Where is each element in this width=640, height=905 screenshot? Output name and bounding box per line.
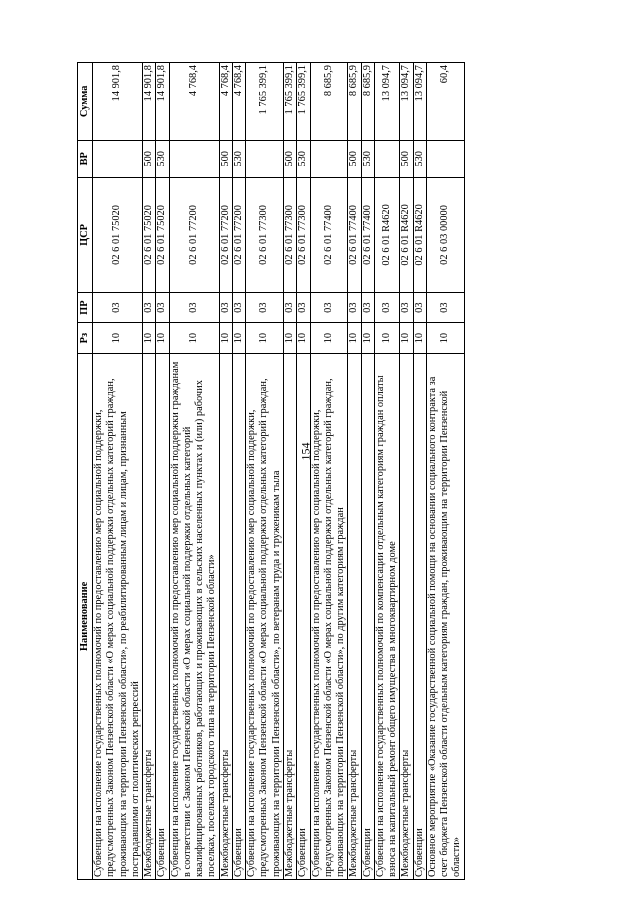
budget-table bbox=[77, 62, 465, 880]
cell-csr: 02 6 01 75020 bbox=[156, 177, 169, 292]
cell-pr: 03 bbox=[156, 292, 169, 322]
table-row bbox=[413, 63, 426, 880]
cell-rz: 10 bbox=[297, 323, 310, 353]
table-row bbox=[246, 63, 284, 880]
table-row bbox=[169, 63, 219, 880]
rotated-table-container bbox=[77, 62, 573, 880]
cell-rz: 10 bbox=[413, 323, 426, 353]
table-row bbox=[232, 63, 245, 880]
cell-vr: 530 bbox=[297, 140, 310, 177]
cell-vr: 530 bbox=[361, 140, 374, 177]
cell-sum: 8 685,9 bbox=[348, 63, 361, 141]
cell-sum: 1 765 399,1 bbox=[297, 63, 310, 141]
table-row bbox=[426, 63, 464, 880]
cell-vr: 530 bbox=[156, 140, 169, 177]
cell-pr: 03 bbox=[232, 292, 245, 322]
table-row bbox=[361, 63, 374, 880]
cell-name: Межбюджетные трансферты bbox=[283, 353, 296, 879]
cell-rz: 10 bbox=[143, 323, 156, 353]
cell-pr: 03 bbox=[219, 292, 232, 322]
cell-csr: 02 6 01 75020 bbox=[143, 177, 156, 292]
cell-sum: 4 768,4 bbox=[232, 63, 245, 141]
cell-pr: 03 bbox=[169, 292, 219, 322]
cell-vr bbox=[426, 140, 464, 177]
cell-name: Субвенции на исполнение государственных полномочий по предоставлению мер социальной поддержки гражданам в соответствии с Законом Пензенской области «О мерах социальной поддержки отдельных категорий квалифицированных работников, работающих и проживающих в сельских населенных пунктах и (или) рабочих поселках, поселках городского типа на территории Пензенской области» bbox=[169, 353, 219, 879]
cell-rz: 10 bbox=[169, 323, 219, 353]
cell-name: Межбюджетные трансферты bbox=[400, 353, 413, 879]
cell-name: Субвенции bbox=[156, 353, 169, 879]
cell-rz: 10 bbox=[400, 323, 413, 353]
cell-vr bbox=[169, 140, 219, 177]
cell-name: Субвенции bbox=[297, 353, 310, 879]
cell-rz: 10 bbox=[426, 323, 464, 353]
table-row bbox=[348, 63, 361, 880]
cell-name: Основное мероприятие «Оказание государственной социальной помощи на основании социального контракта за счет бюджета Пензенской области отдельным категориям граждан, проживающим на территории Пензенской области» bbox=[426, 353, 464, 879]
cell-name: Субвенции на исполнение государственных полномочий по предоставлению мер социальной поддержки, предусмотренных Законом Пензенской области «О мерах социальной поддержки отдельных категорий граждан, проживающих на территории Пензенской области», по другим категориям граждан bbox=[310, 353, 348, 879]
cell-rz: 10 bbox=[374, 323, 400, 353]
header-name: Наименование bbox=[78, 353, 93, 879]
cell-pr: 03 bbox=[143, 292, 156, 322]
cell-csr: 02 6 01 R4620 bbox=[400, 177, 413, 292]
cell-name: Субвенции на исполнение государственных полномочий по компенсации отдельным категориям граждан оплаты взноса на капитальный ремонт общего имущества в многоквартирном доме bbox=[374, 353, 400, 879]
cell-sum: 14 901,8 bbox=[93, 63, 143, 141]
cell-name: Межбюджетные трансферты bbox=[143, 353, 156, 879]
cell-csr: 02 6 01 77300 bbox=[283, 177, 296, 292]
cell-name: Субвенции bbox=[232, 353, 245, 879]
table-row bbox=[143, 63, 156, 880]
cell-pr: 03 bbox=[348, 292, 361, 322]
cell-sum: 13 094,7 bbox=[400, 63, 413, 141]
cell-csr: 02 6 03 00000 bbox=[426, 177, 464, 292]
cell-rz: 10 bbox=[232, 323, 245, 353]
header-pr: ПР bbox=[78, 292, 93, 322]
cell-pr: 03 bbox=[413, 292, 426, 322]
cell-csr: 02 6 01 77300 bbox=[297, 177, 310, 292]
cell-sum: 8 685,9 bbox=[310, 63, 348, 141]
cell-sum: 4 768,4 bbox=[169, 63, 219, 141]
header-vr: ВР bbox=[78, 140, 93, 177]
cell-csr: 02 6 01 R4620 bbox=[413, 177, 426, 292]
cell-rz: 10 bbox=[283, 323, 296, 353]
cell-csr: 02 6 01 77200 bbox=[219, 177, 232, 292]
cell-csr: 02 6 01 77200 bbox=[169, 177, 219, 292]
cell-vr: 500 bbox=[400, 140, 413, 177]
cell-pr: 03 bbox=[283, 292, 296, 322]
table-row bbox=[283, 63, 296, 880]
header-csr: ЦСР bbox=[78, 177, 93, 292]
cell-rz: 10 bbox=[310, 323, 348, 353]
cell-rz: 10 bbox=[361, 323, 374, 353]
cell-vr bbox=[374, 140, 400, 177]
cell-pr: 03 bbox=[374, 292, 400, 322]
cell-rz: 10 bbox=[219, 323, 232, 353]
cell-rz: 10 bbox=[156, 323, 169, 353]
cell-csr: 02 6 01 77400 bbox=[348, 177, 361, 292]
cell-csr: 02 6 01 77200 bbox=[232, 177, 245, 292]
cell-rz: 10 bbox=[246, 323, 284, 353]
cell-pr: 03 bbox=[400, 292, 413, 322]
cell-name: Межбюджетные трансферты bbox=[219, 353, 232, 879]
cell-sum: 14 901,8 bbox=[143, 63, 156, 141]
cell-csr: 02 6 01 77400 bbox=[310, 177, 348, 292]
table-row bbox=[219, 63, 232, 880]
table-row bbox=[374, 63, 400, 880]
cell-pr: 03 bbox=[93, 292, 143, 322]
cell-name: Субвенции bbox=[361, 353, 374, 879]
cell-sum: 8 685,9 bbox=[361, 63, 374, 141]
cell-csr: 02 6 01 77400 bbox=[361, 177, 374, 292]
cell-vr: 500 bbox=[283, 140, 296, 177]
table-row bbox=[297, 63, 310, 880]
cell-pr: 03 bbox=[246, 292, 284, 322]
cell-sum: 13 094,7 bbox=[374, 63, 400, 141]
cell-csr: 02 6 01 R4620 bbox=[374, 177, 400, 292]
header-rz: Рз bbox=[78, 323, 93, 353]
table-row bbox=[93, 63, 143, 880]
cell-sum: 4 768,4 bbox=[219, 63, 232, 141]
cell-sum: 1 765 399,1 bbox=[283, 63, 296, 141]
table-row bbox=[156, 63, 169, 880]
cell-sum: 14 901,8 bbox=[156, 63, 169, 141]
cell-name: Межбюджетные трансферты bbox=[348, 353, 361, 879]
cell-vr bbox=[310, 140, 348, 177]
cell-name: Субвенции bbox=[413, 353, 426, 879]
cell-sum: 60,4 bbox=[426, 63, 464, 141]
page-number: 154 bbox=[298, 442, 313, 461]
table-row bbox=[310, 63, 348, 880]
cell-sum: 13 094,7 bbox=[413, 63, 426, 141]
cell-pr: 03 bbox=[426, 292, 464, 322]
cell-vr: 530 bbox=[232, 140, 245, 177]
cell-name: Субвенции на исполнение государственных полномочий по предоставлению мер социальной поддержки, предусмотренных Законом Пензенской области «О мерах социальной поддержки отдельных категорий граждан, проживающих на территории Пензенской области», по ветеранам труда и труженикам тыла bbox=[246, 353, 284, 879]
cell-vr: 530 bbox=[413, 140, 426, 177]
cell-name: Субвенции на исполнение государственных полномочий по предоставлению мер социальной поддержки, предусмотренных Законом Пензенской области «О мерах социальной поддержки отдельных категорий граждан, проживающих на территории Пензенской области», по реабилитированным лицам и лицам, признанным пострадавшими от политических репрессий bbox=[93, 353, 143, 879]
table-row bbox=[400, 63, 413, 880]
cell-sum: 1 765 399,1 bbox=[246, 63, 284, 141]
cell-pr: 03 bbox=[310, 292, 348, 322]
cell-pr: 03 bbox=[297, 292, 310, 322]
cell-vr: 500 bbox=[143, 140, 156, 177]
cell-csr: 02 6 01 77300 bbox=[246, 177, 284, 292]
cell-vr bbox=[246, 140, 284, 177]
header-sum: Сумма bbox=[78, 63, 93, 141]
cell-vr: 500 bbox=[219, 140, 232, 177]
cell-csr: 02 6 01 75020 bbox=[93, 177, 143, 292]
table-header-row bbox=[78, 63, 93, 880]
cell-rz: 10 bbox=[93, 323, 143, 353]
cell-vr: 500 bbox=[348, 140, 361, 177]
cell-vr bbox=[93, 140, 143, 177]
cell-pr: 03 bbox=[361, 292, 374, 322]
cell-rz: 10 bbox=[348, 323, 361, 353]
